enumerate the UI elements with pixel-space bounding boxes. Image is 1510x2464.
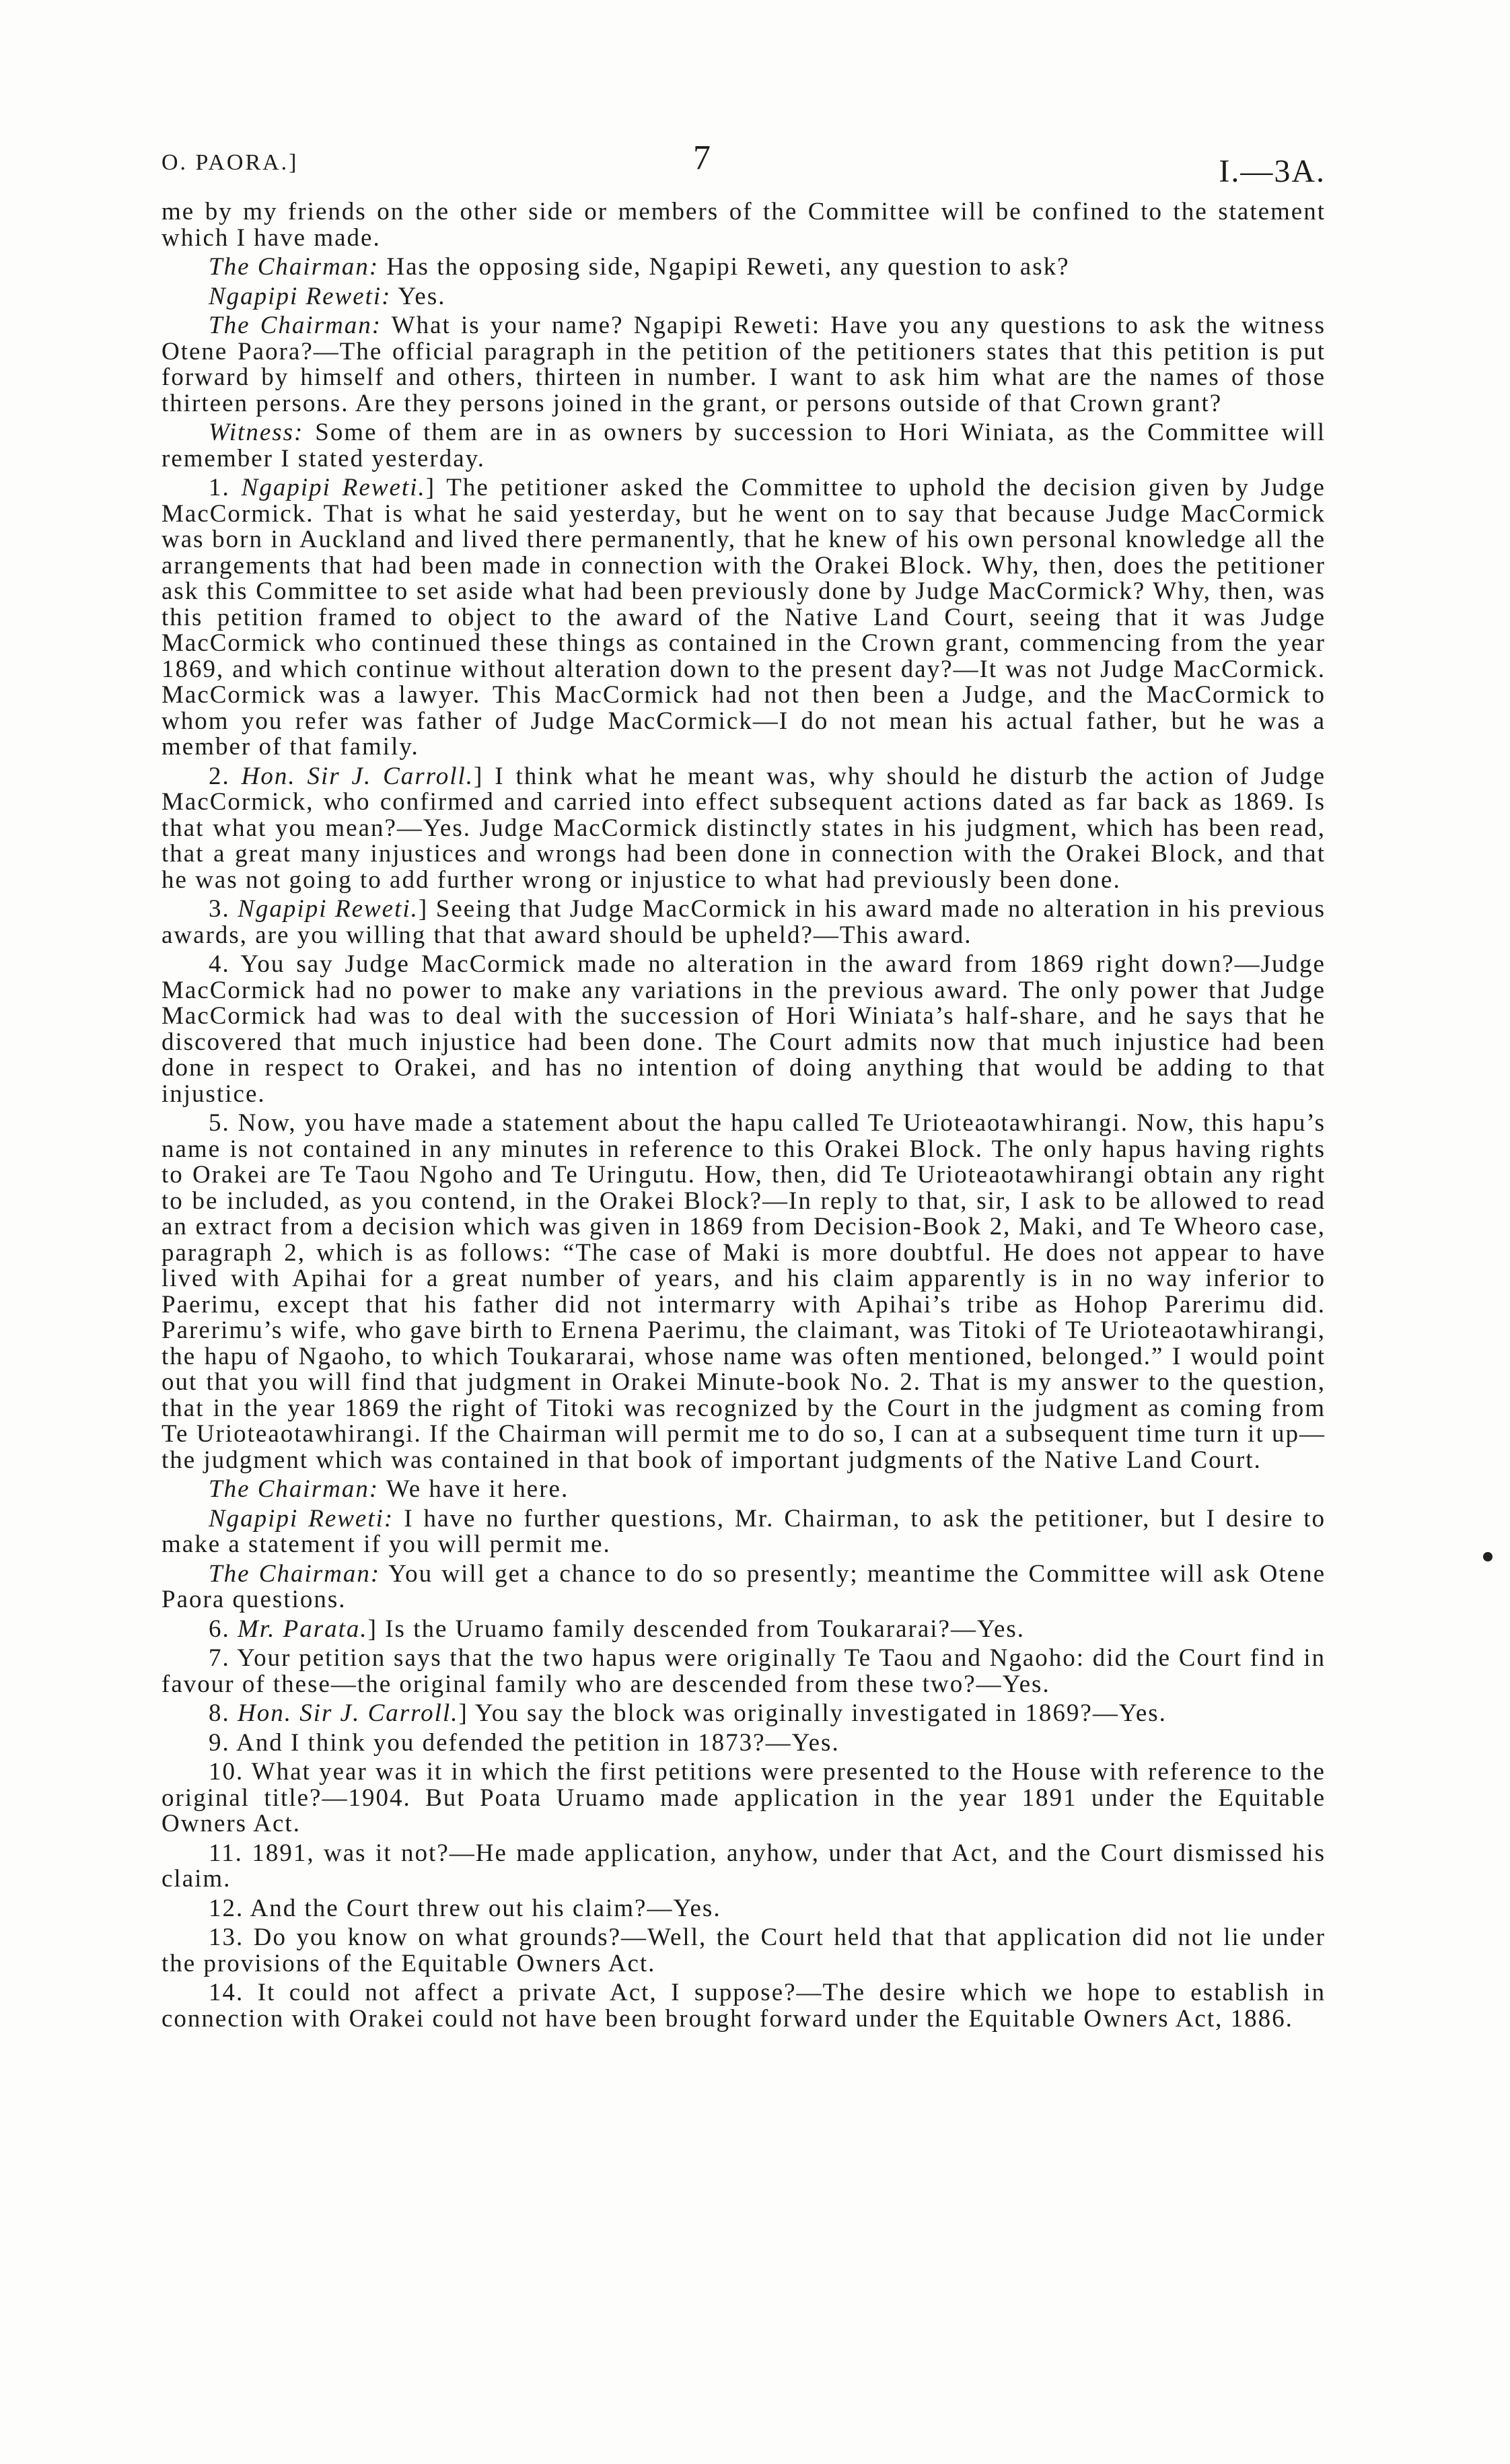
question-item	[161, 1925, 1326, 1977]
question-item	[161, 952, 1326, 1107]
question-item	[161, 764, 1326, 894]
question-number: 7.	[209, 1644, 230, 1672]
speaker-name: Hon. Sir J. Carroll.	[241, 762, 474, 790]
question-number: 12.	[209, 1894, 244, 1922]
speaker-statement	[161, 1477, 1326, 1503]
question-number: 3.	[209, 895, 230, 923]
speaker-statement	[161, 313, 1326, 417]
running-head: O. PAORA.]	[161, 150, 299, 175]
paragraph-text: I have no further questions, Mr. Chairman, to ask the petitioner, but I desire to make a statement if you will permit me.	[161, 1504, 1326, 1558]
question-number: 8.	[209, 1699, 230, 1727]
paragraph-text: Seeing that Judge MacCormick in his award made no alteration in his previous awards, are you willing that that award should be upheld?—This award.	[161, 895, 1326, 949]
paper-reference: I.—3A.	[1219, 153, 1326, 189]
question-number: 13.	[209, 1924, 244, 1951]
paragraph-text: me by my friends on the other side or members of the Committee will be confined to the statement which I have made.	[161, 198, 1326, 252]
speaker-name: Ngapipi Reweti.	[241, 474, 426, 501]
paragraph-text: The petitioner asked the Committee to uphold the decision given by Judge MacCormick. That is what he said yesterday, but he went on to say that because Judge MacCormick was born in Auckland and lived there permanently, that he knew of his own personal knowledge all the arrangements that had been made in connection with the Orakei Block. Why, then, does the petitioner ask this Committee to set aside what had been previously done by Judge MacCormick? Why, then, was this petition framed to object to the award of the Native Land Court, seeing that it was Judge MacCormick who continued these things as contained in the Crown grant, commencing from the year 1869, and which continue without alteration down to the present day?—It was not Judge MacCormick. MacCormick was a lawyer. This MacCormick had not then been a Judge, and the MacCormick to whom you refer was father of Judge MacCormick—I do not mean his actual father, but he was a member of that family.	[161, 474, 1326, 761]
speaker-name: Ngapipi Reweti.	[238, 895, 419, 923]
speaker-statement	[161, 420, 1326, 472]
question-number: 14.	[209, 1979, 244, 2006]
closing-bracket: ]	[458, 1699, 468, 1727]
question-item	[161, 896, 1326, 948]
question-number: 5.	[209, 1109, 230, 1137]
speaker-name: Hon. Sir J. Carroll.	[238, 1699, 459, 1727]
question-item	[161, 1617, 1326, 1643]
speaker-name: The Chairman:	[209, 1475, 380, 1503]
question-item	[161, 1111, 1326, 1473]
paragraph-text: We have it here.	[386, 1475, 569, 1503]
paragraph-text: Yes.	[398, 282, 446, 310]
question-item	[161, 1896, 1326, 1922]
margin-ink-dot	[1483, 1552, 1493, 1561]
question-item	[161, 475, 1326, 761]
question-number: 4.	[209, 950, 230, 978]
paragraph-text: Has the opposing side, Ngapipi Reweti, any question to ask?	[386, 253, 1070, 281]
speaker-name: The Chairman:	[209, 312, 382, 339]
question-number: 10.	[209, 1758, 244, 1786]
question-item	[161, 1759, 1326, 1837]
speaker-name: Witness:	[209, 419, 304, 446]
question-item	[161, 1701, 1326, 1727]
question-number: 11.	[209, 1839, 243, 1867]
paragraph-text: You will get a chance to do so presently; meantime the Committee will ask Otene Paora questions.	[161, 1559, 1326, 1613]
speaker-statement	[161, 254, 1326, 281]
question-item	[161, 1730, 1326, 1757]
paragraph-text: And the Court threw out his claim?—Yes.	[250, 1894, 721, 1922]
paragraph-text: You say Judge MacCormick made no alteration in the award from 1869 right down?—Judge MacCormick had no power to make any variations in the previous award. The only power that Judge MacCormick had was to deal with the succession of Hori Winiata’s half-share, and he says that he discovered that much injustice had been done. The Court admits now that much injustice had been done in respect to Orakei, and has no intention of doing anything that would be adding to that injustice.	[161, 950, 1326, 1108]
paragraph-continuation	[161, 199, 1326, 251]
page-number: 7	[693, 139, 711, 177]
speaker-name: Mr. Parata.	[238, 1615, 368, 1643]
question-item	[161, 1980, 1326, 2032]
paragraph-text: Is the Uruamo family descended from Toukararai?—Yes.	[385, 1615, 1026, 1643]
question-number: 1.	[209, 474, 230, 501]
paragraph-text: You say the block was originally investigated in 1869?—Yes.	[474, 1699, 1167, 1727]
page-header	[161, 138, 1326, 192]
paragraph-text: I think what he meant was, why should he disturb the action of Judge MacCormick, who confirmed and carried into effect subsequent actions dated as far back as 1869. Is that what you mean?—Yes. Judge MacCormick distinctly states in his judgment, which has been read, that a great many injustices and wrongs had been done in connection with the Orakei Block, and that he was not going to add further wrong or injustice to what had previously been done.	[161, 762, 1326, 894]
paragraph-text: 1891, was it not?—He made application, anyhow, under that Act, and the Court dismissed his claim.	[161, 1839, 1326, 1893]
paragraph-text: Your petition says that the two hapus were originally Te Taou and Ngaoho: did the Court find in favour of these—the original family who are descended from these two?—Yes.	[161, 1644, 1326, 1698]
paragraph-text: What is your name? Ngapipi Reweti: Have you any questions to ask the witness Otene Paora?—The official paragraph in the petition of the petitioners states that this petition is put forward by himself and others, thirteen in number. I want to ask him what are the names of those thirteen persons. Are they persons joined in the grant, or persons outside of that Crown grant?	[161, 312, 1326, 417]
paragraph-text: Some of them are in as owners by succession to Hori Winiata, as the Committee will remember I stated yesterday.	[161, 419, 1326, 472]
question-number: 2.	[209, 762, 230, 790]
closing-bracket: ]	[474, 762, 484, 790]
speaker-name: The Chairman:	[209, 1559, 381, 1588]
closing-bracket: ]	[425, 474, 436, 501]
speaker-name: Ngapipi Reweti:	[209, 1504, 394, 1533]
document-body	[161, 199, 1326, 2035]
paragraph-text: What year was it in which the first petitions were presented to the House with reference to the original title?—1904. But Poata Uruamo made application in the year 1891 under the Equitable Owners Act.	[161, 1758, 1326, 1837]
speaker-name: Ngapipi Reweti:	[209, 282, 392, 310]
question-number: 6.	[209, 1615, 230, 1643]
paragraph-text: And I think you defended the petition in 1873?—Yes.	[236, 1728, 840, 1757]
paragraph-text: Now, you have made a statement about the hapu called Te Urioteaotawhirangi. Now, this hapu’s name is not contained in any minutes in reference to this Orakei Block. The only hapus having rights to Orakei are Te Taou Ngoho and Te Uringutu. How, then, did Te Urioteaotawhirangi obtain any right to be included, as you contend, in the Orakei Block?—In reply to that, sir, I ask to be allowed to read an extract from a decision which was given in 1869 from Decision-Book 2, Maki, and Te Wheoro case, paragraph 2, which is as follows: “The case of Maki is more doubtful. He does not appear to have lived with Apihai for a great number of years, and his claim apparently is in no way inferior to Paerimu, except that his father did not intermarry with Apihai’s tribe as Hohop Parerimu did. Parerimu’s wife, who gave birth to Ernena Paerimu, the claimant, was Titoki of Te Urioteaotawhirangi, the hapu of Ngaoho, to which Toukararai, whose name was often mentioned, belonged.” I would point out that you will find that judgment in Orakei Minute-book No. 2. That is my answer to the question, that in the year 1869 the right of Titoki was recognized by the Court in the judgment as coming from Te Urioteaotawhirangi. If the Chairman will permit me to do so, I can at a subsequent time turn it up—the judgment which was contained in that book of important judgments of the Native Land Court.	[161, 1109, 1326, 1474]
closing-bracket: ]	[418, 895, 429, 923]
speaker-name: The Chairman:	[209, 253, 380, 281]
paragraph-text: Do you know on what grounds?—Well, the Court held that that application did not lie under the provisions of the Equitable Owners Act.	[161, 1924, 1326, 1977]
question-item	[161, 1841, 1326, 1893]
paragraph-text: It could not affect a private Act, I suppose?—The desire which we hope to establish in connection with Orakei could not have been brought forward under the Equitable Owners Act, 1886.	[161, 1979, 1326, 2033]
question-number: 9.	[209, 1728, 230, 1757]
speaker-statement	[161, 1561, 1326, 1613]
closing-bracket: ]	[367, 1615, 378, 1643]
question-item	[161, 1646, 1326, 1697]
speaker-statement	[161, 284, 1326, 310]
speaker-statement	[161, 1506, 1326, 1558]
